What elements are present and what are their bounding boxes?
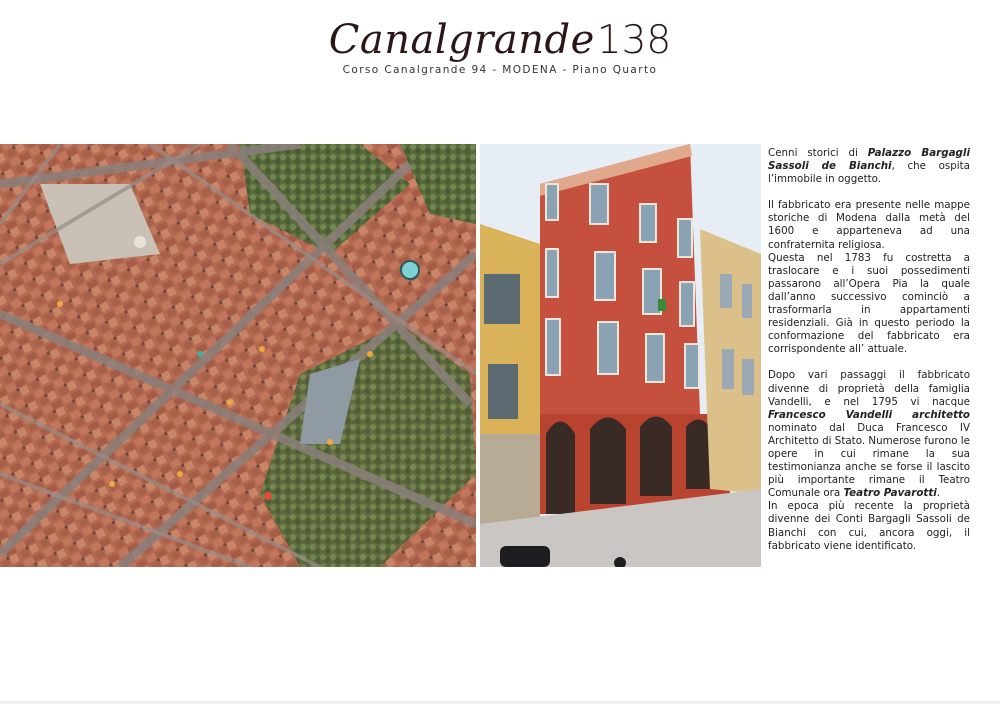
history-paragraph-2: Questa nel 1783 fu costretta a traslocare e i suoi possedimenti passarono all’Opera Pia la quale dall’anno successivo cominciò a trasformarla in appartamenti residenziali. Già in questo periodo la conformazione del fabbricato era corrispondente all’ attuale. bbox=[768, 251, 970, 356]
history-intro bbox=[768, 147, 970, 186]
brand-header bbox=[0, 17, 1000, 76]
theater-name: Teatro Pavarotti bbox=[843, 487, 937, 500]
aerial-map-image bbox=[0, 144, 476, 567]
brand-name-number: 138 bbox=[596, 18, 672, 63]
history-paragraph-3 bbox=[768, 369, 970, 500]
palazzo-name: Palazzo Bargagli Sassoli de Bianchi bbox=[768, 147, 970, 173]
aerial-map-graphic bbox=[0, 144, 476, 567]
history-paragraph-1: Il fabbricato era presente nelle mappe storiche di Modena dalla metà del 1600 e apparteneva ad una confraternita religiosa. bbox=[768, 199, 970, 251]
brand-name-script: Canalgrande bbox=[328, 17, 595, 63]
history-intro-text: Cenni storici di bbox=[768, 147, 868, 159]
history-intro-text-end: , che ospita l’immobile in oggetto. bbox=[768, 160, 970, 186]
history-paragraph-3-text-end: . bbox=[936, 487, 941, 500]
brand-address: Corso Canalgrande 94 - MODENA - Piano Quarto bbox=[342, 64, 658, 76]
history-paragraph-4: In epoca più recente la proprietà divenne dei Conti Bargagli Sassoli de Bianchi con cui, ancora oggi, il fabbricato viene identificato. bbox=[768, 500, 970, 552]
building-photo bbox=[480, 144, 761, 567]
history-paragraph-3-text: Dopo vari passaggi il fabbricato divenne di proprietà della famiglia Vandelli, e nel 1795 vi nacque bbox=[768, 369, 970, 408]
brand-logo bbox=[328, 17, 672, 63]
architect-name: Francesco Vandelli architetto bbox=[768, 408, 970, 421]
history-text bbox=[768, 147, 970, 553]
building-photo-graphic bbox=[480, 144, 761, 567]
history-paragraph-3-text-mid: nominato dal Duca Francesco IV Architetto di Stato. Numerose furono le opere in cui rimane la sua testimonianza anche se forse il lascito più importante rimane il Teatro Comunale ora bbox=[768, 421, 971, 500]
